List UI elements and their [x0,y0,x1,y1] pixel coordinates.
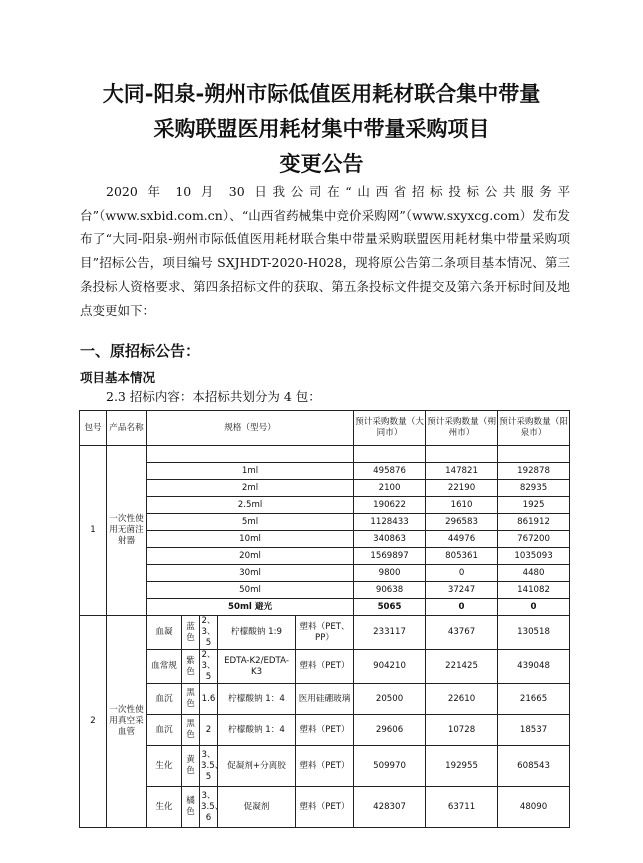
tube-type: 血常规 [147,650,182,684]
tube-material: 塑料（PET） [296,787,354,828]
tube-color: 黄色 [182,746,200,787]
qty-datong: 1569897 [354,548,426,565]
tube-material: 塑料（PET） [296,746,354,787]
table-row [80,746,570,787]
table-row [80,650,570,684]
qty-yangquan: 21665 [498,684,570,715]
section-heading: 一、原招标公告： [80,342,201,360]
qty-shuozhou: 192955 [426,746,498,787]
spec-cell: 20ml [147,548,354,565]
tube-type: 生化 [147,787,182,828]
qty-yangquan: 439048 [498,650,570,684]
qty-shuozhou: 221425 [426,650,498,684]
qty-yangquan: 18537 [498,715,570,746]
tube-size: 2、3、5 [201,650,216,682]
table-row [80,787,570,828]
table-row [80,599,570,616]
qty-datong: 9800 [354,565,426,582]
table-row [80,616,570,650]
intro-paragraph: 2020 年 10 月 30 日我公司在“山西省招标投标公共服务平台”（www.sxbid.com.cn）、“山西省药械集中竞价采购网”（www.sxyxcg.com）发布发布了“大同-阳泉-朔州市际低值医用耗材联合集中带量采购联盟医用耗材集中带量采购项目”招标公告，项目编号 SXJHDT-2020-H028，现将原公告第二条项目基本情况、第三条投标人资格要求、第四条招标文件的获取、第五条投标文件提交及第六条开标时间及地点变更如下： [80,184,570,318]
header-name: 产品名称 [107,411,147,446]
qty-shuozhou: 22610 [426,684,498,715]
tube-additive: EDTA-K2/EDTA-K3 [218,650,296,684]
table-row [80,565,570,582]
tube-additive: 促凝剂 [218,787,296,828]
header-yangquan: 预计采购数量（阳泉市） [498,411,570,446]
qty-datong: 20500 [354,684,426,715]
package-number: 1 [80,446,107,616]
table-row [80,497,570,514]
table-row [80,548,570,565]
subheading: 项目基本情况 [80,370,156,385]
qty-yangquan: 608543 [498,746,570,787]
product-name: 一次性使用真空采血管 [107,616,147,828]
tube-color: 紫色 [182,650,200,684]
qty-yangquan: 767200 [498,531,570,548]
tube-additive: 柠檬酸钠 1:9 [218,616,296,650]
tube-additive: 促凝剂+分离胶 [218,746,296,787]
spec-cell: 10ml [147,531,354,548]
procurement-table [79,410,570,828]
qty-datong: 340863 [354,531,426,548]
qty-datong: 90638 [354,582,426,599]
qty-shuozhou: 0 [426,599,498,616]
qty-shuozhou: 37247 [426,582,498,599]
qty-shuozhou: 10728 [426,715,498,746]
qty-shuozhou: 44976 [426,531,498,548]
qty-yangquan: 1925 [498,497,570,514]
qty-yangquan: 4480 [498,565,570,582]
qty-shuozhou: 296583 [426,514,498,531]
tube-material: 塑料（PET） [296,715,354,746]
tube-additive: 柠檬酸钠 1：4 [218,715,296,746]
tube-material: 塑料（PET） [296,650,354,684]
spec-cell: 50ml [147,582,354,599]
table-row [80,715,570,746]
qty-datong: 904210 [354,650,426,684]
qty-yangquan: 130518 [498,616,570,650]
header-spec: 规格（型号） [147,411,354,446]
tube-additive: 柠檬酸钠 1：4 [218,684,296,715]
qty-shuozhou: 0 [426,565,498,582]
qty-cell [426,446,498,463]
table-row [80,514,570,531]
qty-datong: 428307 [354,787,426,828]
tube-type: 血沉 [147,684,182,715]
doc-title-line2: 采购联盟医用耗材集中带量采购项目 [153,117,490,141]
tube-material: 塑料（PET、PP） [296,616,354,650]
package-number: 2 [80,616,107,828]
qty-datong: 190622 [354,497,426,514]
qty-cell [354,446,426,463]
header-datong: 预计采购数量（大同市） [354,411,426,446]
qty-shuozhou: 22190 [426,480,498,497]
qty-datong: 29606 [354,715,426,746]
qty-yangquan: 0 [498,599,570,616]
tube-size: 3、3.5、5 [200,746,218,787]
doc-title-line3: 变更公告 [279,152,364,176]
spec-cell: 2ml [147,480,354,497]
spec-cell: 50ml 避光 [147,599,354,616]
qty-datong: 233117 [354,616,426,650]
table-row [80,446,570,463]
qty-datong: 2100 [354,480,426,497]
qty-shuozhou: 147821 [426,463,498,480]
qty-yangquan: 141082 [498,582,570,599]
tube-material: 医用硅硼玻璃 [296,684,354,715]
spec-cell [147,446,354,463]
tube-type: 血沉 [147,715,182,746]
qty-yangquan: 1035093 [498,548,570,565]
doc-title-line1: 大同-阳泉-朔州市际低值医用耗材联合集中带量 [102,82,541,106]
qty-datong: 1128433 [354,514,426,531]
tube-size: 3、3.5、6 [200,787,218,828]
spec-cell: 2.5ml [147,497,354,514]
header-pkg: 包号 [80,411,107,446]
tube-size: 2 [200,715,218,746]
spec-cell: 1ml [147,463,354,480]
qty-yangquan: 861912 [498,514,570,531]
table-header-row [80,411,570,446]
product-name: 一次性使用无菌注射器 [107,446,147,616]
table-row [80,582,570,599]
tube-color: 蓝色 [182,616,200,650]
qty-shuozhou: 63711 [426,787,498,828]
qty-yangquan: 48090 [498,787,570,828]
tube-color: 黑色 [182,715,200,746]
qty-cell [498,446,570,463]
table-row [80,684,570,715]
qty-datong: 5065 [354,599,426,616]
header-shuozhou: 预计采购数量（朔州市） [426,411,498,446]
spec-cell: 30ml [147,565,354,582]
qty-datong: 509970 [354,746,426,787]
spec-cell: 5ml [147,514,354,531]
package-intro: 2.3 招标内容：本招标共划分为 4 包： [106,389,321,404]
qty-shuozhou: 1610 [426,497,498,514]
table-row [80,531,570,548]
table-row [80,463,570,480]
qty-shuozhou: 43767 [426,616,498,650]
tube-color: 黑色 [182,684,200,715]
table-row [80,480,570,497]
tube-type: 生化 [147,746,182,787]
tube-type: 血凝 [147,616,182,650]
tube-size: 2、3、5 [201,616,216,648]
qty-yangquan: 192878 [498,463,570,480]
tube-size: 1.6 [200,684,218,715]
qty-datong: 495876 [354,463,426,480]
qty-shuozhou: 805361 [426,548,498,565]
qty-yangquan: 82935 [498,480,570,497]
tube-color: 橘色 [182,787,200,828]
